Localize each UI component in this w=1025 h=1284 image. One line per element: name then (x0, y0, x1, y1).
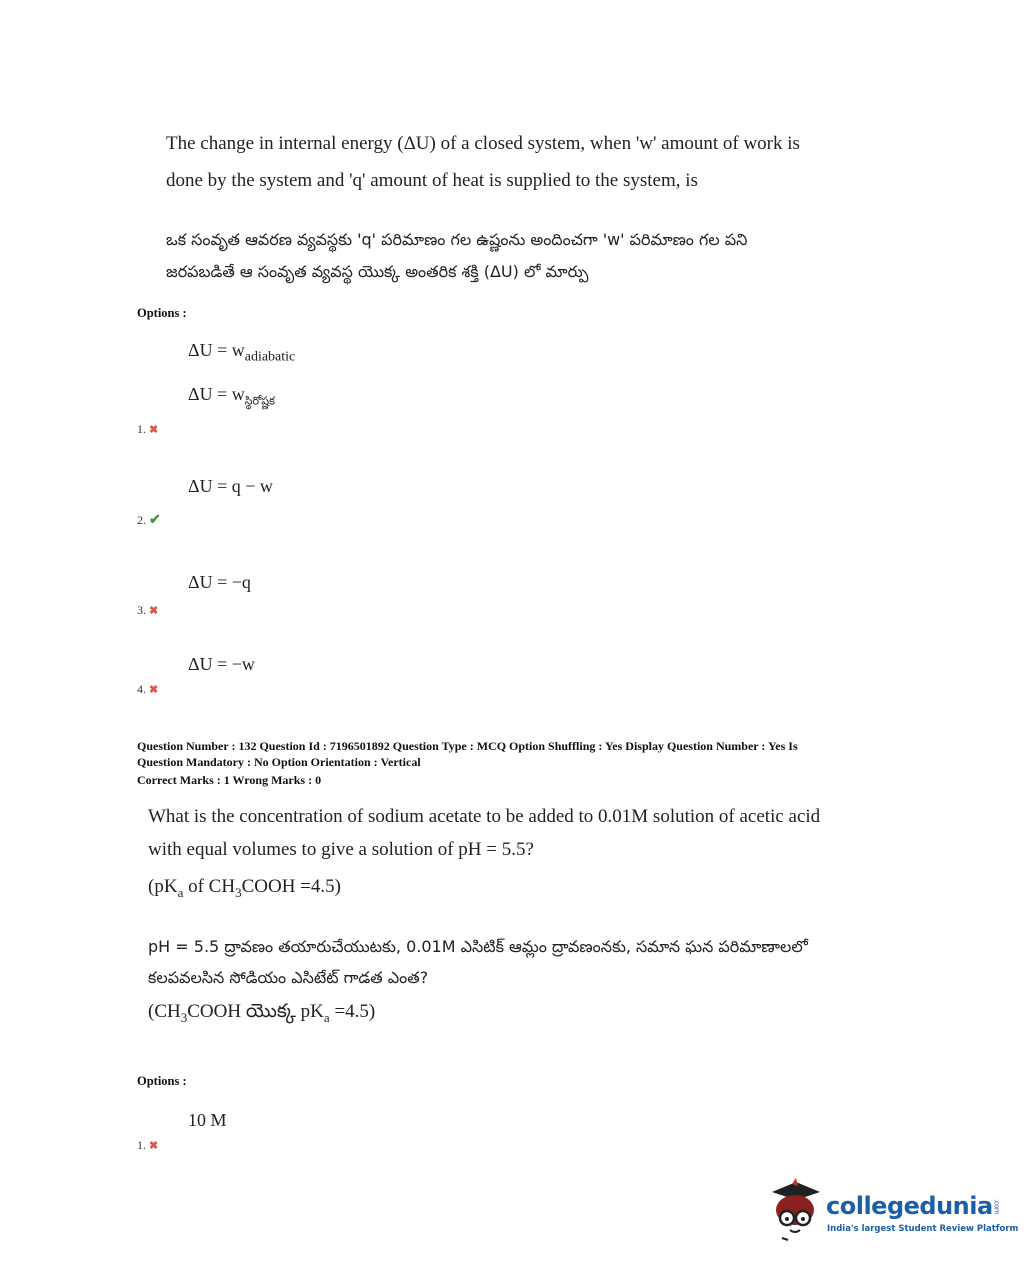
stem-line: with equal volumes to give a solution of pH = 5.5? (148, 839, 534, 860)
option-formula-telugu: $\Delta U = w_{స్థిరోష్ణక}$ (188, 384, 275, 408)
option-number[interactable]: 1. ✖ (137, 422, 159, 436)
telugu-line: ఒక సంవృత ఆవరణ వ్యవస్థకు 'q' పరిమాణం గల ఉష్ణంను అందించగా 'w' పరిమాణం గల పని (166, 230, 748, 249)
telugu-line: pH = 5.5 ద్రావణం తయారుచేయుటకు, 0.01M ఎసిటిక్ ఆమ్లం ద్రావణంనకు, సమాన ఘన పరిమాణాలలో (148, 937, 808, 956)
option-formula: $\Delta U = w_{adiabatic}$ (188, 340, 296, 365)
collegedunia-logo[interactable] (766, 1176, 1019, 1246)
logo-name: collegedunia (826, 1192, 993, 1220)
stem-line: ($pK_a$ of $CH_3COOH =4.5$) (148, 876, 341, 900)
check-icon: ✔ (149, 513, 161, 528)
options-label: Options : (137, 306, 187, 320)
telugu-line: జరపబడితే ఆ సంవృత వ్యవస్థ యొక్క అంతరిక శక్తి (ΔU) లో మార్పు (166, 262, 589, 281)
telugu-line: కలపవలసిన సోడియం ఎసిటేట్ గాడత ఎంత? (148, 968, 429, 987)
wrong-icon: ✖ (149, 684, 159, 696)
option-formula: ΔU = q − w (188, 476, 273, 496)
option-formula: ΔU = −q (188, 572, 251, 592)
question-stem (148, 800, 868, 909)
stem-line: The change in internal energy (ΔU) of a closed system, when 'w' amount of work is (166, 133, 800, 154)
telugu-line: ($CH_3COOH$ యొక్క $pK_a =4.5$) (148, 1001, 376, 1025)
option-formula: ΔU = −w (188, 654, 255, 674)
logo-tagline: India's largest Student Review Platform (827, 1224, 1019, 1234)
option-number[interactable]: 3. ✖ (137, 603, 159, 617)
options-label: Options : (137, 1074, 187, 1088)
logo-suffix: .com (992, 1199, 1001, 1215)
wrong-icon: ✖ (149, 605, 159, 617)
option-number[interactable]: 4. ✖ (137, 682, 159, 696)
question-stem-telugu (148, 932, 868, 1036)
stem-line: done by the system and 'q' amount of heat is supplied to the system, is (166, 170, 698, 191)
mascot-icon (766, 1178, 824, 1244)
stem-line: What is the concentration of sodium acetate to be added to 0.01M solution of acetic acid (148, 806, 821, 827)
option-formula: 10 M (188, 1110, 227, 1130)
option-number[interactable]: 2. ✔ (137, 513, 161, 528)
wrong-icon: ✖ (149, 424, 159, 436)
question-meta: Question Number : 132 Question Id : 7196501892 Question Type : MCQ Option Shuffling : Yes Display Question Number : Yes Is Question Mandatory : No Option Orientation : Vertical Correct Marks : 1 Wrong Marks : 0 (137, 739, 798, 787)
question-stem (166, 125, 866, 199)
wrong-icon: ✖ (149, 1140, 159, 1152)
option-number[interactable]: 1. ✖ (137, 1138, 159, 1152)
question-stem-telugu (166, 224, 866, 288)
